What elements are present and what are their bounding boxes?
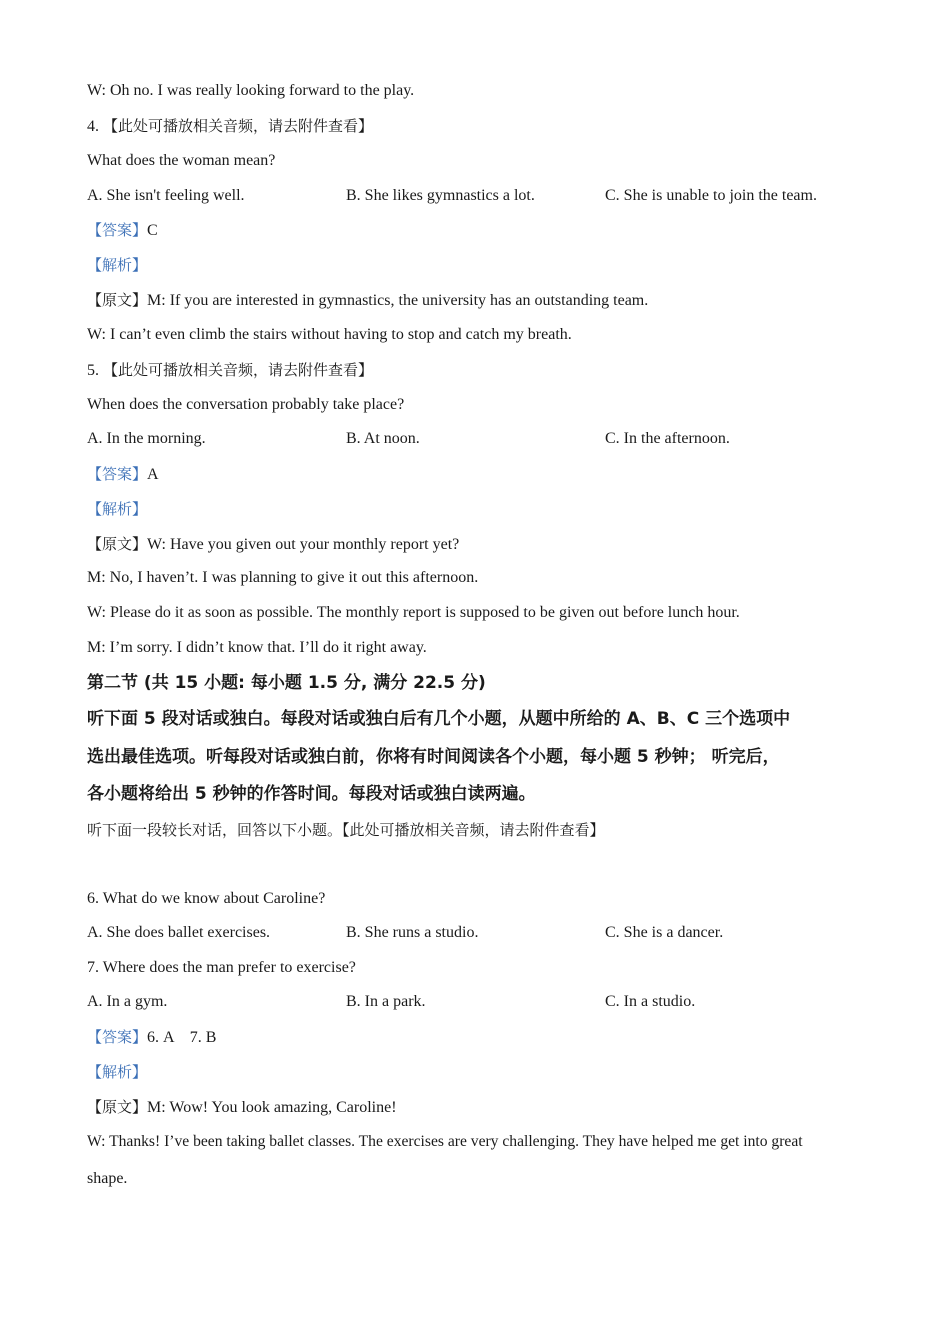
analysis-label: 【解析】 [87,1063,148,1081]
dialog-line: W: Thanks! I’ve been taking ballet classes. The exercises are very challenging. They have helped me get into great [87,1133,803,1150]
answer-label: 【答案】 [87,221,148,239]
option-a: A. She isn't feeling well. [87,187,245,204]
question-number: 5. [87,362,103,379]
option-c: C. She is unable to join the team. [605,187,817,204]
question-5-header [87,360,373,381]
original-line [87,290,648,311]
answer-line [87,1027,216,1048]
option-b: B. She runs a studio. [346,924,479,941]
answer-line [87,220,158,241]
option-b: B. At noon. [346,430,420,447]
answer-label: 【答案】 [87,465,148,483]
question-4-text: What does the woman mean? [87,152,276,169]
audio-note: 【此处可播放相关音频，请去附件查看】 [103,361,374,379]
original-text: W: Have you given out your monthly report yet? [147,536,460,553]
option-a: A. She does ballet exercises. [87,924,271,941]
option-c: C. In the afternoon. [605,430,730,447]
analysis-label: 【解析】 [87,500,148,518]
question-7-text: 7. Where does the man prefer to exercise? [87,959,356,976]
audio-note: 【此处可播放相关音频，请去附件查看】 [103,117,374,135]
question-number: 4. [87,118,103,135]
dialog-line: M: I’m sorry. I didn’t know that. I’ll do it right away. [87,639,427,656]
dialog-line: shape. [87,1170,128,1187]
original-line [87,1097,397,1118]
option-a: A. In a gym. [87,993,168,1010]
dialog-line: M: No, I haven’t. I was planning to give it out this afternoon. [87,569,479,586]
original-text: M: Wow! You look amazing, Caroline! [147,1099,397,1116]
question-4-header [87,116,373,137]
dialog-line: W: Oh no. I was really looking forward to the play. [87,82,415,99]
answer-label: 【答案】 [87,1028,148,1046]
option-a: A. In the morning. [87,430,206,447]
original-label: 【原文】 [87,535,148,553]
option-c: C. In a studio. [605,993,696,1010]
answer-value: 6. A 7. B [147,1029,217,1046]
option-b: B. In a park. [346,993,426,1010]
option-b: B. She likes gymnastics a lot. [346,187,535,204]
option-c: C. She is a dancer. [605,924,724,941]
answer-value: C [147,222,158,239]
long-dialog-note: 听下面一段较长对话，回答以下小题。【此处可播放相关音频，请去附件查看】 [87,821,605,839]
analysis-label: 【解析】 [87,256,148,274]
dialog-line: W: Please do it as soon as possible. The monthly report is supposed to be given out before lunch hour. [87,604,740,621]
original-text: M: If you are interested in gymnastics, the university has an outstanding team. [147,292,649,309]
instruction-line: 各小题将给出 5 秒钟的作答时间。每段对话或独白读两遍。 [87,784,536,804]
section-title: 第二节 (共 15 小题: 每小题 1.5 分, 满分 22.5 分) [87,673,486,693]
instruction-line: 选出最佳选项。听每段对话或独白前，你将有时间阅读各个小题，每小题 5 秒钟； 听完后， [87,747,780,767]
original-label: 【原文】 [87,291,148,309]
original-line [87,534,459,555]
original-label: 【原文】 [87,1098,148,1116]
instruction-line: 听下面 5 段对话或独白。每段对话或独白后有几个小题，从题中所给的 A、B、C 三个选项中 [87,709,791,729]
question-5-text: When does the conversation probably take place? [87,396,405,413]
dialog-line: W: I can’t even climb the stairs without having to stop and catch my breath. [87,326,572,343]
answer-value: A [147,466,159,483]
question-6-text: 6. What do we know about Caroline? [87,890,326,907]
answer-line [87,464,159,485]
